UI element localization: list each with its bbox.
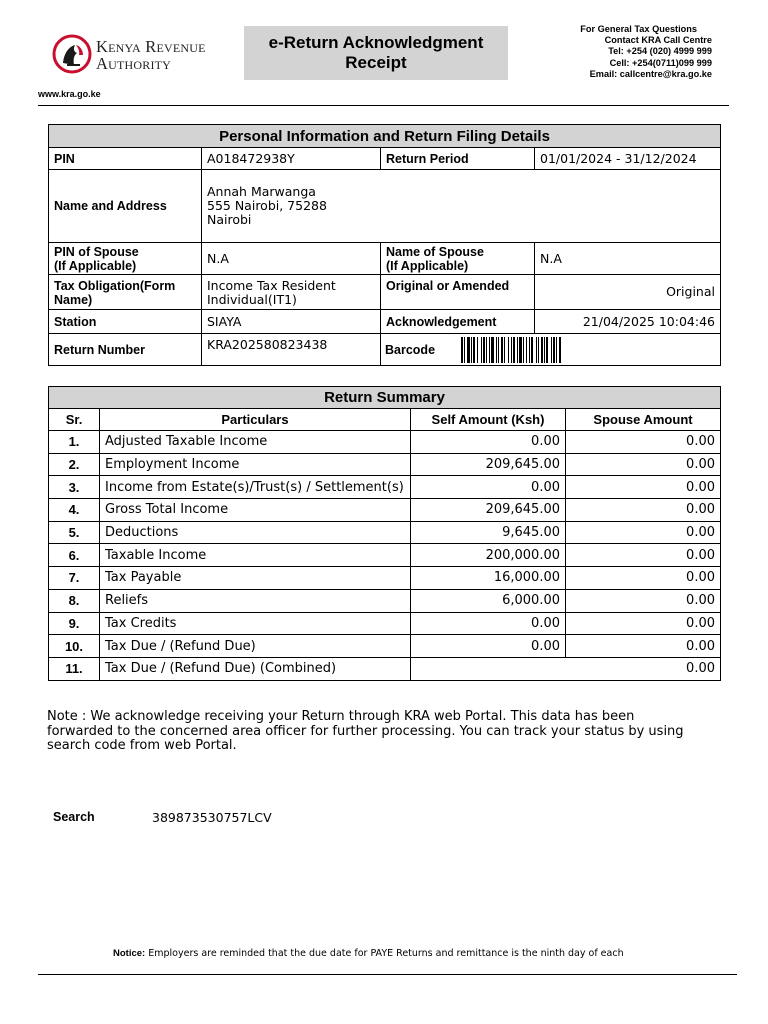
acknowledgement-note: Note : We acknowledge receiving your Return through KRA web Portal. This data has been forwarded to the concerned area officer for further processing. You can track your status by using search code from web Portal.	[47, 709, 684, 753]
name-address-line: Annah Marwanga	[207, 184, 316, 199]
table-row	[49, 453, 721, 476]
pin-spouse-label-line: PIN of Spouse	[54, 244, 139, 259]
row-self-amount: 0.00	[411, 431, 566, 454]
station-label: Station	[49, 310, 202, 334]
original-amended-label: Original or Amended	[381, 275, 535, 310]
title-line2: Receipt	[345, 53, 407, 72]
row-sr: 2.	[49, 453, 100, 476]
row-particular: Income from Estate(s)/Trust(s) / Settlement(s)	[100, 476, 411, 499]
row-sr: 6.	[49, 544, 100, 567]
row-sr: 10.	[49, 635, 100, 658]
title-line1: e-Return Acknowledgment	[268, 33, 484, 52]
row-self-amount: 209,645.00	[411, 499, 566, 522]
pin-label: PIN	[49, 148, 202, 170]
col-header-particulars: Particulars	[100, 409, 411, 431]
row-particular: Gross Total Income	[100, 499, 411, 522]
contact-line: Cell: +254(0711)099 999	[609, 57, 712, 68]
row-particular: Reliefs	[100, 589, 411, 612]
row-sr: 9.	[49, 612, 100, 635]
notice-label: Notice:	[113, 948, 146, 959]
notice-text: Employers are reminded that the due date for PAYE Returns and remittance is the ninth day of each	[148, 948, 624, 959]
row-self-amount: 9,645.00	[411, 521, 566, 544]
contact-line: For General Tax Questions	[580, 24, 697, 34]
tax-obligation-value: Income Tax Resident Individual(IT1)	[202, 275, 381, 310]
table-row	[49, 635, 721, 658]
row-spouse-amount: 0.00	[566, 499, 721, 522]
combined-value: 0.00	[411, 657, 721, 680]
table-row	[49, 476, 721, 499]
search-label: Search	[53, 810, 95, 824]
table-row	[49, 499, 721, 522]
table-row	[49, 589, 721, 612]
header-divider	[38, 105, 729, 106]
original-amended-value: Original	[535, 275, 721, 310]
return-number-value: KRA202580823438	[202, 334, 381, 366]
station-value: SIAYA	[202, 310, 381, 334]
pin-spouse-label-line: (If Applicable)	[54, 258, 137, 273]
barcode-label: Barcode	[385, 342, 436, 357]
tax-obligation-label: Tax Obligation(Form Name)	[49, 275, 202, 310]
row-self-amount: 16,000.00	[411, 567, 566, 590]
name-address-value	[202, 170, 721, 243]
logo-text-line1: Kenya Revenue	[96, 37, 206, 56]
row-spouse-amount: 0.00	[566, 476, 721, 499]
search-code: 389873530757LCV	[152, 810, 272, 825]
row-particular: Tax Due / (Refund Due)	[100, 635, 411, 658]
return-summary-title: Return Summary	[49, 387, 721, 409]
row-sr: 1.	[49, 431, 100, 454]
row-self-amount: 0.00	[411, 476, 566, 499]
logo-text-line2: Authority	[96, 54, 172, 73]
row-self-amount: 6,000.00	[411, 589, 566, 612]
return-summary-table	[48, 386, 721, 681]
contact-block	[492, 24, 712, 80]
row-particular: Tax Payable	[100, 567, 411, 590]
col-header-spouse-amount: Spouse Amount	[566, 409, 721, 431]
row-self-amount: 209,645.00	[411, 453, 566, 476]
pin-value: A018472938Y	[202, 148, 381, 170]
acknowledgement-label: Acknowledgement	[381, 310, 535, 334]
row-spouse-amount: 0.00	[566, 635, 721, 658]
row-spouse-amount: 0.00	[566, 589, 721, 612]
receipt-title	[244, 26, 508, 80]
contact-line: Contact KRA Call Centre	[604, 35, 712, 46]
row-self-amount: 0.00	[411, 635, 566, 658]
acknowledgement-value: 21/04/2025 10:04:46	[535, 310, 721, 334]
name-spouse-label-line: (If Applicable)	[386, 258, 469, 273]
combined-sr: 11.	[49, 657, 100, 680]
footer-notice	[113, 948, 624, 959]
contact-line: Tel: +254 (020) 4999 999	[608, 46, 712, 57]
table-row	[49, 612, 721, 635]
row-sr: 7.	[49, 567, 100, 590]
kra-lion-logo-icon	[52, 34, 92, 74]
row-particular: Tax Credits	[100, 612, 411, 635]
personal-info-title: Personal Information and Return Filing Details	[49, 125, 721, 148]
row-sr: 8.	[49, 589, 100, 612]
return-period-label: Return Period	[381, 148, 535, 170]
col-header-self-amount: Self Amount (Ksh)	[411, 409, 566, 431]
return-period-value: 01/01/2024 - 31/12/2024	[535, 148, 721, 170]
pin-spouse-value: N.A	[202, 243, 381, 275]
row-particular: Adjusted Taxable Income	[100, 431, 411, 454]
row-particular: Taxable Income	[100, 544, 411, 567]
personal-info-table	[48, 124, 721, 366]
name-address-line: 555 Nairobi, 75288	[207, 198, 327, 213]
row-sr: 5.	[49, 521, 100, 544]
row-spouse-amount: 0.00	[566, 612, 721, 635]
name-spouse-label	[381, 243, 535, 275]
combined-particular: Tax Due / (Refund Due) (Combined)	[100, 657, 411, 680]
website-link[interactable]: www.kra.go.ke	[38, 89, 101, 99]
barcode-cell	[381, 334, 721, 366]
row-spouse-amount: 0.00	[566, 431, 721, 454]
table-row	[49, 567, 721, 590]
name-spouse-label-line: Name of Spouse	[386, 244, 484, 259]
row-particular: Employment Income	[100, 453, 411, 476]
row-sr: 3.	[49, 476, 100, 499]
table-row	[49, 521, 721, 544]
table-row	[49, 431, 721, 454]
kra-logo	[52, 34, 232, 76]
pin-spouse-label	[49, 243, 202, 275]
name-spouse-value: N.A	[535, 243, 721, 275]
row-sr: 4.	[49, 499, 100, 522]
contact-line: Email: callcentre@kra.go.ke	[589, 68, 712, 79]
footer-divider	[38, 974, 737, 975]
row-spouse-amount: 0.00	[566, 453, 721, 476]
row-spouse-amount: 0.00	[566, 521, 721, 544]
row-spouse-amount: 0.00	[566, 544, 721, 567]
name-address-line: Nairobi	[207, 212, 252, 227]
row-particular: Deductions	[100, 521, 411, 544]
row-spouse-amount: 0.00	[566, 567, 721, 590]
barcode-icon	[461, 337, 651, 363]
col-header-sr: Sr.	[49, 409, 100, 431]
table-row	[49, 544, 721, 567]
name-address-label: Name and Address	[49, 170, 202, 243]
return-number-label: Return Number	[49, 334, 202, 366]
row-self-amount: 0.00	[411, 612, 566, 635]
row-self-amount: 200,000.00	[411, 544, 566, 567]
